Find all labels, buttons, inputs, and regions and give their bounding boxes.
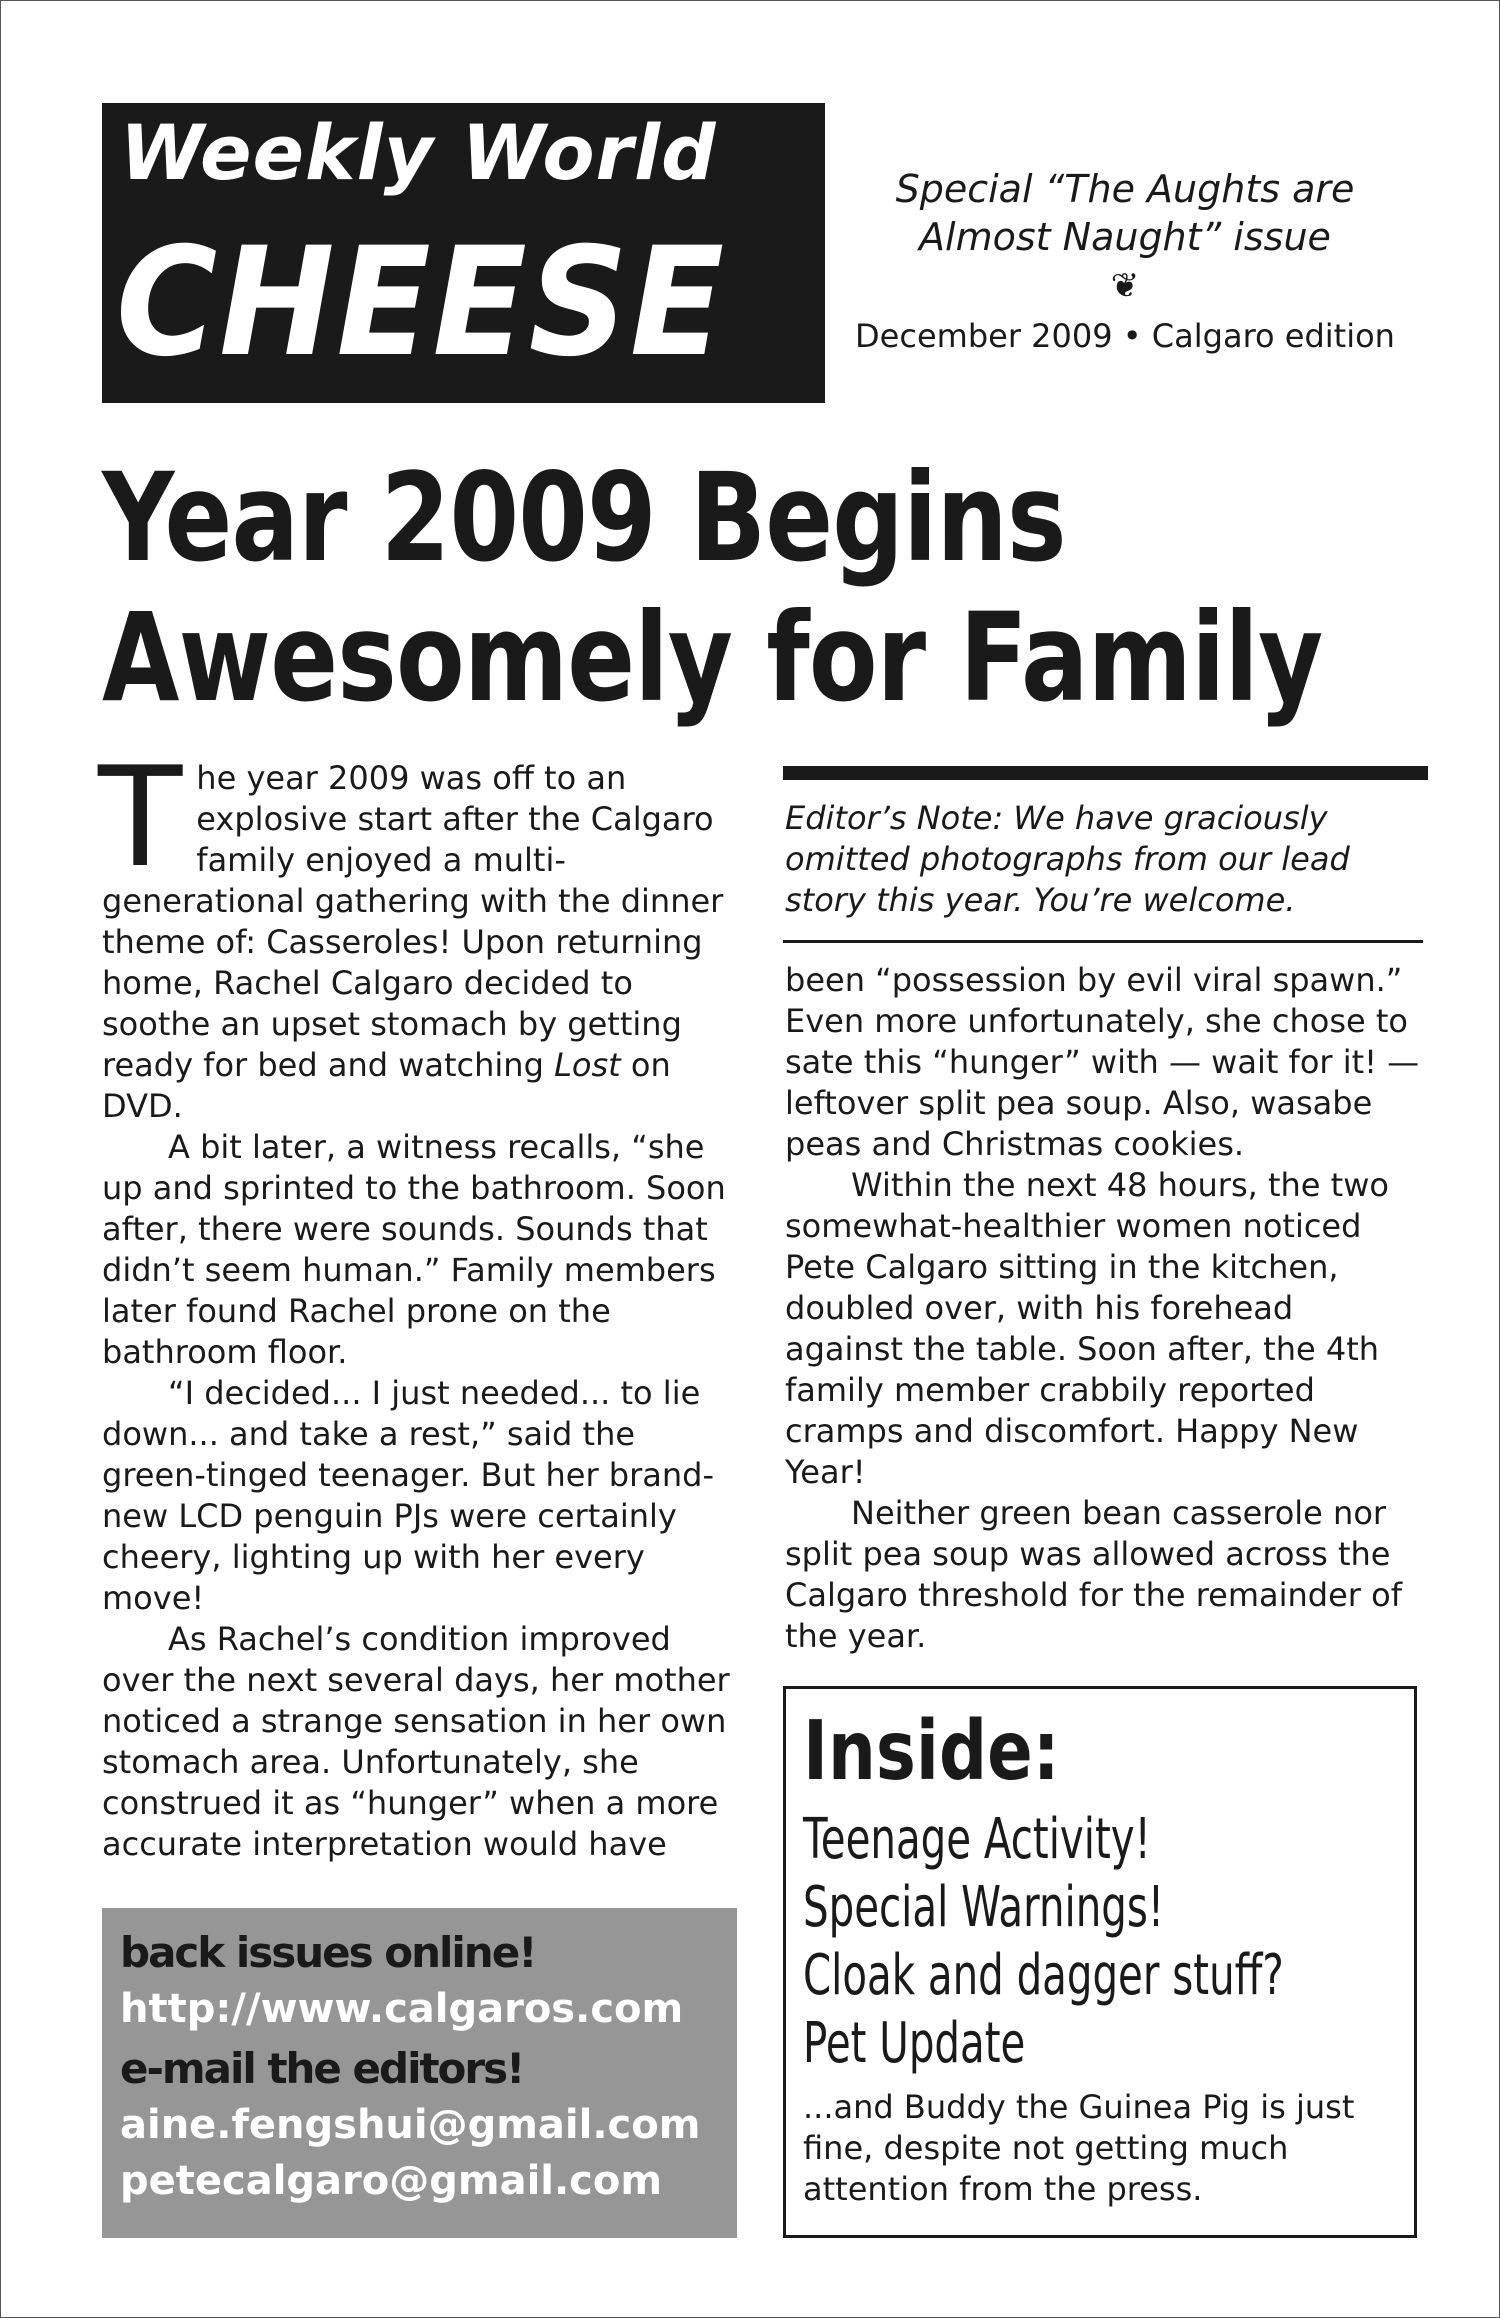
masthead-title: CHEESE — [116, 216, 727, 390]
headline-line1: Year 2009 Begins — [102, 447, 1066, 589]
inside-item-1: Teenage Activity! — [803, 1807, 1151, 1872]
p1-end: on DVD. — [102, 1046, 671, 1125]
inside-title: Inside: — [803, 1704, 1060, 1799]
issue-special: Special “The Aughts are Almost Naught” issue — [895, 167, 1355, 259]
article-paragraph-4: As Rachel’s condition improved over the next several days, her mother noticed a strange sensation in her own stomach area. Unfortunately, she construed it as “hunger” when a more accurate interpretation would have — [102, 1620, 730, 1863]
note-rule-bottom — [783, 940, 1423, 943]
editor-note: Editor’s Note: We have graciously omitted photographs from our lead story this year. You’re welcome. — [785, 799, 1350, 919]
email-link-2[interactable]: petecalgaro@gmail.com — [120, 2158, 663, 2204]
issue-date: December 2009 • Calgaro edition — [855, 317, 1395, 355]
inside-item-2: Special Warnings! — [803, 1875, 1165, 1940]
inside-item-4: Pet Update — [803, 2011, 1026, 2076]
email-link-1[interactable]: aine.fengshui@gmail.com — [120, 2102, 701, 2148]
issue-info — [840, 165, 1410, 359]
back-issues-heading: back issues online! — [120, 1928, 536, 1977]
article-paragraph-5: Within the next 48 hours, the two somewhat-healthier women noticed Pete Calgaro sitting in the kitchen, doubled over, with his forehead against the table. Soon after, the 4th family member crabbily reported cramps and discomfort. Happy New Year! — [785, 1166, 1389, 1491]
headline-line2: Awesomely for Family — [102, 587, 1323, 729]
article-paragraph-3: “I decided... I just needed... to lie down... and take a rest,” said the green-tinged teenager. But her brand-new LCD penguin PJs were certainly cheery, lighting up with her every move! — [102, 1374, 715, 1617]
email-editors-heading: e-mail the editors! — [120, 2044, 524, 2093]
article-paragraph-1 — [98, 737, 730, 1127]
article-right-column — [785, 960, 1420, 1657]
p1-text: he year 2009 was off to an explosive start after the Calgaro family enjoyed a multi-generational gathering with the dinner theme of: Casseroles! Upon returning home, Rachel Calgaro decided to soothe an upset stomach by getting ready for bed and watching — [102, 759, 724, 1084]
headline — [102, 447, 1323, 729]
article-paragraph-2: A bit later, a witness recalls, “she up and sprinted to the bathroom. Soon after, there were sounds. Sounds that didn’t seem human.” Family members later found Rachel prone on the bathroom floor. — [102, 1128, 726, 1371]
masthead-line1: Weekly World — [120, 108, 717, 197]
article-paragraph-6: Neither green bean casserole nor split pea soup was allowed across the Calgaro threshold for the remainder of the year. — [785, 1494, 1402, 1655]
inside-box — [783, 1686, 1417, 2238]
note-rule-top — [783, 766, 1428, 780]
drop-cap: T — [98, 737, 183, 898]
website-link[interactable]: http://www.calgaros.com — [120, 1986, 684, 2032]
inside-text: ...and Buddy the Guinea Pig is just fine, despite not getting much attention from the press. — [803, 2088, 1355, 2208]
back-issues-box — [102, 1908, 737, 2238]
ornament-icon: ❦ — [1110, 266, 1140, 306]
article-left-column — [98, 737, 730, 1865]
p1-italic: Lost — [554, 1046, 621, 1084]
article-paragraph-4-continued: been “possession by evil viral spawn.” Even more unfortunately, she chose to sate this “hunger” with — wait for it! — leftover split pea soup. Also, wasabe peas and Christmas cookies. — [785, 961, 1420, 1163]
inside-item-3: Cloak and dagger stuff? — [803, 1943, 1284, 2008]
masthead — [102, 103, 825, 403]
